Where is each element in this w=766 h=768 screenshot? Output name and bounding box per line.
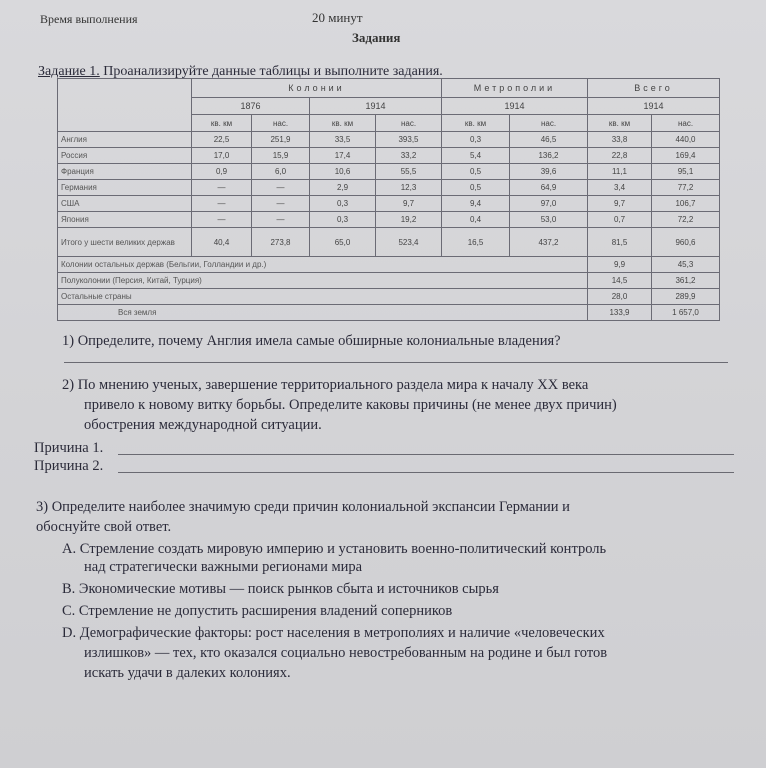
cell: 437,2 — [510, 228, 588, 257]
cell: 95,1 — [652, 164, 720, 180]
year-1914-metropolis: 1914 — [442, 98, 588, 115]
table-row — [58, 164, 720, 180]
cell: 16,5 — [442, 228, 510, 257]
year-1876: 1876 — [192, 98, 310, 115]
cell: 273,8 — [252, 228, 310, 257]
row-label: Остальные страны — [58, 289, 588, 305]
option-d-line-3: искать удачи в далеких колониях. — [84, 665, 291, 681]
cell: — — [252, 196, 310, 212]
page-title: Задания — [352, 30, 401, 45]
table-corner — [58, 79, 192, 132]
cell: 9,4 — [442, 196, 510, 212]
reason-1-line[interactable] — [118, 454, 734, 455]
row-label: Япония — [58, 212, 192, 228]
cell: 28,0 — [588, 289, 652, 305]
table-row — [58, 132, 720, 148]
cell: 289,9 — [652, 289, 720, 305]
cell: — — [252, 180, 310, 196]
reason-1-label: Причина 1. — [34, 440, 104, 456]
cell: 19,2 — [376, 212, 442, 228]
cell: 17,4 — [310, 148, 376, 164]
sub-area: кв. км — [588, 115, 652, 132]
cell: 6,0 — [252, 164, 310, 180]
cell: 0,3 — [310, 212, 376, 228]
question-3-line-1: 3) Определите наиболее значимую среди причин колониальной экспансии Германии и — [36, 499, 570, 515]
cell: 53,0 — [510, 212, 588, 228]
row-label: Колонии остальных держав (Бельгии, Голландии и др.) — [58, 257, 588, 273]
cell: 12,3 — [376, 180, 442, 196]
cell: 0,3 — [310, 196, 376, 212]
sub-area: кв. км — [442, 115, 510, 132]
grand-total-row — [58, 305, 720, 321]
cell: 11,1 — [588, 164, 652, 180]
question-1: 1) Определите, почему Англия имела самые обширные колониальные владения? — [62, 333, 561, 349]
cell: 9,7 — [588, 196, 652, 212]
time-label: Время выполнения — [40, 12, 138, 26]
cell: — — [192, 212, 252, 228]
row-label: Германия — [58, 180, 192, 196]
cell: 136,2 — [510, 148, 588, 164]
cell: 22,5 — [192, 132, 252, 148]
table-row — [58, 196, 720, 212]
cell: 393,5 — [376, 132, 442, 148]
cell: 523,4 — [376, 228, 442, 257]
table-row — [58, 257, 720, 273]
sub-area: кв. км — [192, 115, 252, 132]
year-1914-total: 1914 — [588, 98, 720, 115]
cell: 15,9 — [252, 148, 310, 164]
cell: 33,8 — [588, 132, 652, 148]
cell: 361,2 — [652, 273, 720, 289]
cell: 46,5 — [510, 132, 588, 148]
cell: 22,8 — [588, 148, 652, 164]
option-d-line-1[interactable]: D. Демографические факторы: рост населения в метрополиях и наличие «человеческих — [62, 625, 605, 641]
header-total: Всего — [588, 79, 720, 98]
cell: — — [192, 196, 252, 212]
year-1914-colonies: 1914 — [310, 98, 442, 115]
cell: 97,0 — [510, 196, 588, 212]
cell: 3,4 — [588, 180, 652, 196]
cell: 106,7 — [652, 196, 720, 212]
cell: 0,5 — [442, 180, 510, 196]
cell: 2,9 — [310, 180, 376, 196]
cell: 0,9 — [192, 164, 252, 180]
row-label: Франция — [58, 164, 192, 180]
sub-population: нас. — [510, 115, 588, 132]
table-row — [58, 273, 720, 289]
cell: — — [192, 180, 252, 196]
cell: 440,0 — [652, 132, 720, 148]
cell: 65,0 — [310, 228, 376, 257]
grand-total-label: Вся земля — [58, 305, 588, 321]
table-row — [58, 212, 720, 228]
option-b[interactable]: B. Экономические мотивы — поиск рынков сбыта и источников сырья — [62, 581, 499, 597]
sub-population: нас. — [376, 115, 442, 132]
question-2-line-1: 2) По мнению ученых, завершение территориального раздела мира к началу XX века — [62, 377, 589, 393]
cell: 55,5 — [376, 164, 442, 180]
question-2-line-3: обострения международной ситуации. — [84, 417, 322, 433]
table-row — [58, 148, 720, 164]
header-metropolis: Метрополии — [442, 79, 588, 98]
colonies-table — [57, 78, 720, 321]
cell: 5,4 — [442, 148, 510, 164]
row-label: Россия — [58, 148, 192, 164]
cell: 77,2 — [652, 180, 720, 196]
option-d-line-2: излишков» — тех, кто оказался социально невостребованным на родине и был готов — [84, 645, 608, 661]
cell: 39,6 — [510, 164, 588, 180]
header-colonies: Колонии — [192, 79, 442, 98]
cell: 33,2 — [376, 148, 442, 164]
cell: 1 657,0 — [652, 305, 720, 321]
cell: 72,2 — [652, 212, 720, 228]
task1-text: Проанализируйте данные таблицы и выполните задания. — [99, 64, 443, 79]
cell: 9,7 — [376, 196, 442, 212]
row-label: Англия — [58, 132, 192, 148]
cell: 40,4 — [192, 228, 252, 257]
cell: 0,5 — [442, 164, 510, 180]
option-a-line-2: над стратегически важными регионами мира — [84, 559, 363, 575]
cell: 45,3 — [652, 257, 720, 273]
table-row — [58, 180, 720, 196]
reason-2-line[interactable] — [118, 472, 734, 473]
total-row — [58, 228, 720, 257]
reason-2-label: Причина 2. — [34, 458, 104, 474]
option-c[interactable]: C. Стремление не допустить расширения владений соперников — [62, 603, 453, 619]
task1-label: Задание 1. — [38, 64, 100, 79]
total-label: Итого у шести великих держав — [58, 228, 192, 257]
cell: 64,9 — [510, 180, 588, 196]
row-label: Полуколонии (Персия, Китай, Турция) — [58, 273, 588, 289]
cell: — — [252, 212, 310, 228]
cell: 133,9 — [588, 305, 652, 321]
cell: 14,5 — [588, 273, 652, 289]
time-value: 20 минут — [312, 10, 363, 25]
cell: 169,4 — [652, 148, 720, 164]
table-row — [58, 289, 720, 305]
cell: 251,9 — [252, 132, 310, 148]
sub-population: нас. — [252, 115, 310, 132]
question-2-line-2: привело к новому витку борьбы. Определите каковы причины (не менее двух причин) — [84, 397, 617, 413]
answer-line[interactable] — [64, 362, 728, 363]
cell: 9,9 — [588, 257, 652, 273]
cell: 10,6 — [310, 164, 376, 180]
cell: 33,5 — [310, 132, 376, 148]
cell: 17,0 — [192, 148, 252, 164]
cell: 81,5 — [588, 228, 652, 257]
sub-population: нас. — [652, 115, 720, 132]
row-label: США — [58, 196, 192, 212]
option-a-line-1[interactable]: A. Стремление создать мировую империю и установить военно-политический контроль — [62, 541, 607, 557]
sub-area: кв. км — [310, 115, 376, 132]
question-3-line-2: обоснуйте свой ответ. — [36, 519, 172, 535]
cell: 0,7 — [588, 212, 652, 228]
cell: 0,4 — [442, 212, 510, 228]
cell: 0,3 — [442, 132, 510, 148]
cell: 960,6 — [652, 228, 720, 257]
